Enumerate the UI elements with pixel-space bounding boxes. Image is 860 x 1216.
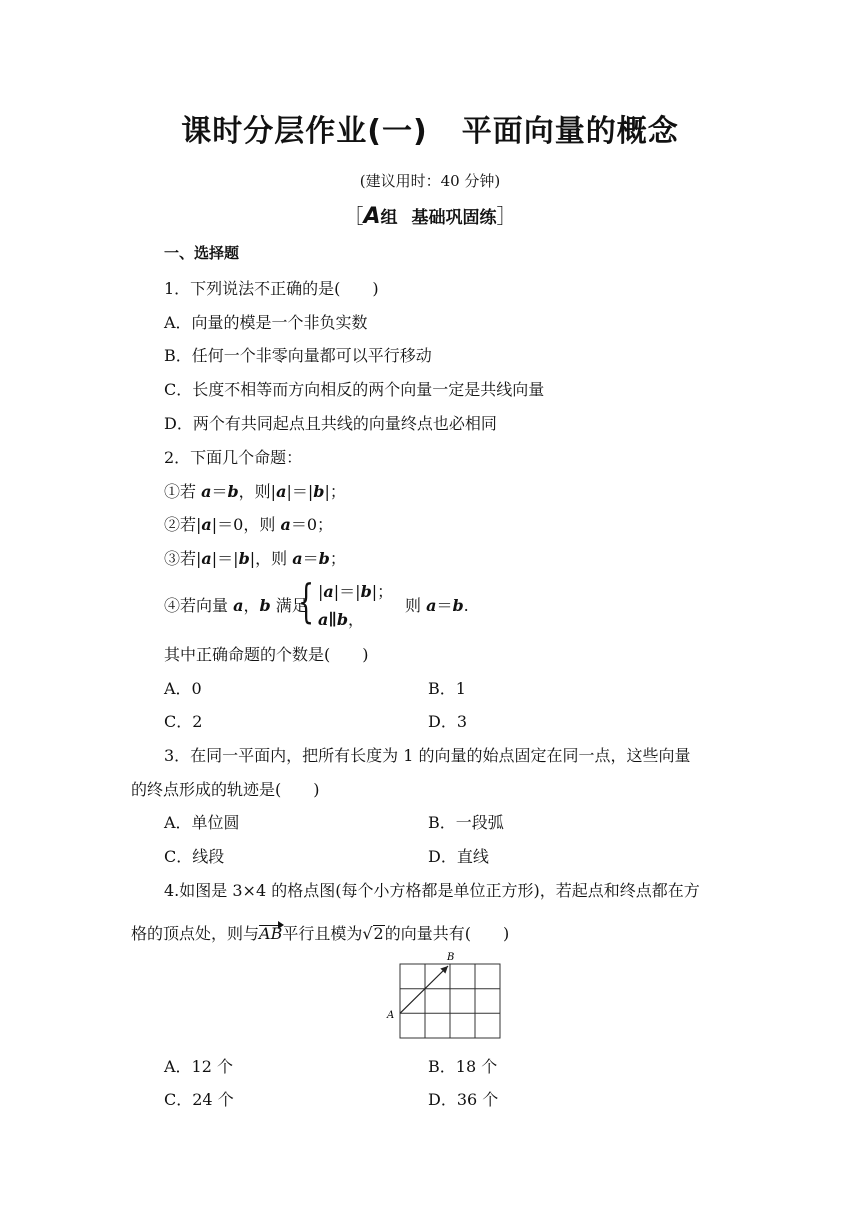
q2-stem: 2．下面几个命题： [164,448,303,467]
text: 平行且模为 [282,924,363,943]
vector-ab: AB [259,924,283,943]
q3-option-c: C．线段 [164,847,225,866]
q1-stem: 1．下列说法不正确的是( ) [164,279,379,298]
text: |＝0，则 [211,515,281,534]
q2-option-a: A．0 [164,679,202,698]
q2-ask: 其中正确命题的个数是( ) [164,645,369,664]
left-brace: { [298,574,315,628]
suggested-time: (建议用时：40 分钟) [359,172,501,190]
sqrt-radicand: 2 [373,924,384,943]
section-title: 一、选择题 [164,244,240,262]
vector-b: b [313,482,325,501]
text: ①若 [164,482,202,501]
q3-option-a: A．单位圆 [164,813,240,832]
vector-a: a [318,610,329,629]
text: |； [324,482,346,501]
text: 的向量共有( ) [384,924,510,943]
vector-b: b [336,610,349,629]
title-part-2: 平面向量的概念 [461,114,679,149]
vector-a: a [292,549,303,568]
q1-option-c: C．长度不相等而方向相反的两个向量一定是共线向量 [164,380,545,399]
q3-option-b: B．一段弧 [428,813,504,832]
group-name: 基础巩固练 [411,208,497,228]
q2-proposition-2 [164,512,333,535]
group-bracket-close: ］ [496,204,517,228]
text: ， [243,596,260,615]
q2-option-b: B．1 [428,679,466,698]
text: ＝ [211,482,228,501]
text: |＝| [333,582,361,601]
q3-stem-line-2: 的终点形成的轨迹是( ) [131,780,320,799]
vector-a: a [323,582,334,601]
q4-option-c: C．24 个 [164,1090,234,1109]
text: ③若| [164,549,202,568]
vector-ab-arrow [400,966,448,1013]
vector-a: a [233,596,244,615]
lattice-grid-figure [384,950,508,1042]
text: |； [371,582,394,601]
text: ； [329,549,346,568]
text: 则 [405,596,427,615]
q4-stem-line-2 [131,921,509,944]
q2-proposition-1 [164,479,346,502]
group-letter: A [363,204,381,229]
text: ＝ [302,549,319,568]
vector-a: a [426,596,437,615]
text: ②若| [164,515,202,534]
text: | [318,582,324,601]
condition-1 [318,579,393,602]
q4-stem-line-1: 4.如图是 3×4 的格点图(每个小方格都是单位正方形)，若起点和终点都在方 [164,881,700,900]
q1-option-d: D．两个有共同起点且共线的向量终点也必相同 [164,414,497,433]
text: |＝| [286,482,314,501]
text: ，则| [238,482,277,501]
text: . [463,596,469,615]
vector-b: b [238,549,250,568]
text: 满足 [270,596,308,615]
title-part-1: 课时分层作业(一) [181,114,428,149]
grid-lines [400,964,500,1038]
vector-a: a [276,482,287,501]
q3-option-d: D．直线 [428,847,489,866]
q2-proposition-4 [164,593,308,616]
text: ＝ [436,596,453,615]
vector-b: b [318,549,330,568]
vector-b: b [452,596,464,615]
text: ， [348,610,365,629]
page-title [0,106,860,150]
vector-b: b [360,582,372,601]
q4-option-a: A．12 个 [164,1057,234,1076]
sqrt-sign: √ [362,924,373,943]
q2-proposition-3 [164,546,346,569]
point-a-label: A [387,1010,395,1021]
vector-a: a [280,515,291,534]
group-bracket-open: ［ [343,204,364,228]
q4-option-d: D．36 个 [428,1090,499,1109]
vector-a: a [201,515,212,534]
text: |＝| [211,549,239,568]
point-b-label: B [447,952,455,963]
text: ＝0； [290,515,334,534]
text: |，则 [249,549,293,568]
q3-stem-line-1: 3．在同一平面内，把所有长度为 1 的向量的始点固定在同一点，这些向量 [164,746,691,765]
condition-2 [318,607,364,630]
text: 格的顶点处，则与 [131,924,260,943]
parallel-symbol: ∥ [328,610,337,629]
q1-option-a: A．向量的模是一个非负实数 [164,313,368,332]
vector-b: b [259,596,271,615]
vector-a: a [201,482,212,501]
group-heading [0,200,860,229]
text: ④若向量 [164,596,234,615]
group-label: 组 [380,208,398,228]
q4-option-b: B．18 个 [428,1057,498,1076]
vector-a: a [201,549,212,568]
vector-b: b [227,482,239,501]
q1-option-b: B．任何一个非零向量都可以平行移动 [164,346,432,365]
q2-proposition-4-conclusion [405,593,469,616]
q2-option-c: C．2 [164,712,203,731]
q2-option-d: D．3 [428,712,468,731]
